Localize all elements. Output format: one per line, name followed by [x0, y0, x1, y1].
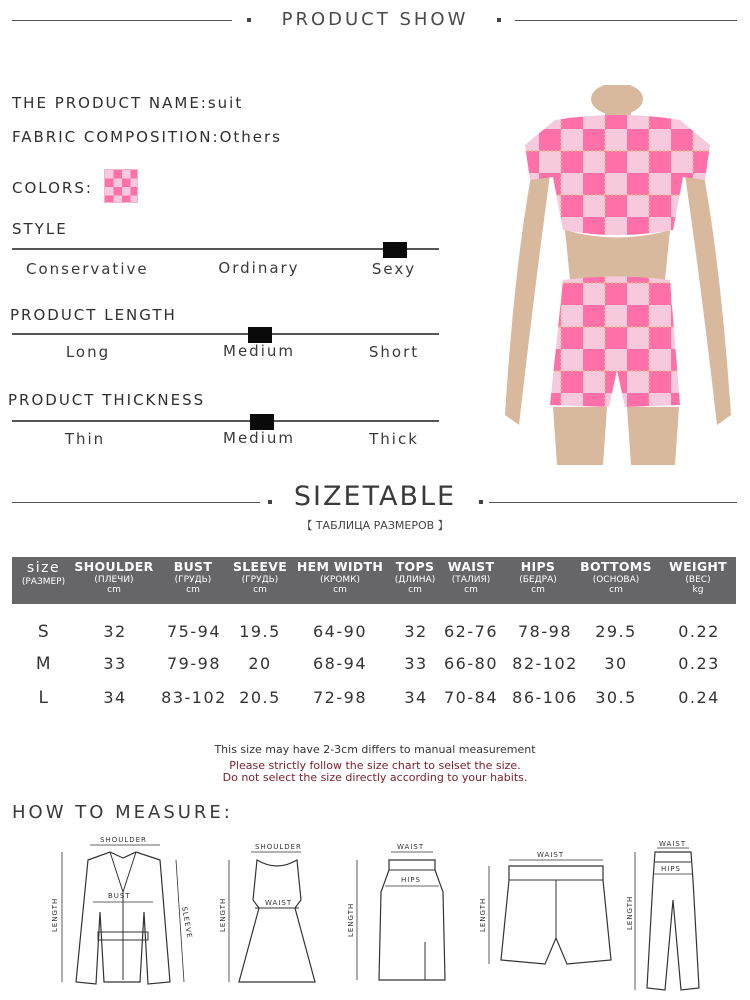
jacket-length-label: LENGTH	[51, 897, 59, 932]
dress-shoulder-label: SHOULDER	[255, 843, 302, 851]
table-cell: 83-102	[161, 688, 227, 707]
measurement-note: This size may have 2-3cm differs to manual measurement	[214, 743, 536, 756]
size-warning-1: Please strictly follow the size chart to selset the size.	[229, 759, 521, 772]
table-cell: 64-90	[313, 622, 367, 641]
color-swatch[interactable]	[104, 169, 138, 203]
table-cell: 34	[103, 688, 127, 707]
sizetable-subtitle: 【 ТАБЛИЦА РАЗМЕРОВ 】	[301, 519, 449, 532]
header-bottoms: BOTTOMS (ОСНОВА) cm	[580, 559, 652, 595]
length-scale-line	[12, 333, 439, 335]
thickness-option-thick: Thick	[369, 430, 419, 448]
table-cell: 68-94	[313, 654, 367, 673]
pants-measure-diagram	[625, 840, 715, 995]
style-label: STYLE	[12, 220, 68, 238]
size-table-header	[12, 557, 736, 604]
dress-length-label: LENGTH	[219, 897, 227, 932]
shorts-measure-diagram	[475, 842, 615, 982]
table-cell: 0.22	[678, 622, 720, 641]
table-cell: 32	[103, 622, 127, 641]
table-cell: 75-94	[167, 622, 221, 641]
table-cell: 66-80	[444, 654, 498, 673]
dress-measure-diagram	[215, 842, 325, 992]
shorts-waist-label: WAIST	[537, 851, 565, 859]
size-warning-2: Do not select the size directly according to your habits.	[222, 771, 528, 784]
pants-waist-label: WAIST	[659, 840, 687, 848]
fabric-composition: FABRIC COMPOSITION:Others	[12, 128, 282, 146]
header-hips: HIPS (БЕДРА) cm	[519, 559, 557, 595]
length-label: PRODUCT LENGTH	[10, 306, 177, 324]
table-cell: 0.23	[678, 654, 720, 673]
skirt-measure-diagram	[345, 842, 455, 992]
pants-hips-label: HIPS	[661, 865, 681, 873]
thickness-scale-line	[12, 420, 439, 422]
header-size: size (РАЗМЕР)	[21, 560, 66, 587]
style-option-sexy: Sexy	[371, 260, 417, 278]
dress-waist-label: WAIST	[265, 899, 293, 907]
header-sleeve: SLEEVE (ГРУДЬ) cm	[232, 559, 288, 595]
header-dot-right	[497, 18, 501, 22]
header-waist: WAIST (ТАЛИЯ) cm	[447, 559, 495, 595]
table-cell: 19.5	[239, 622, 281, 641]
length-marker	[248, 327, 272, 343]
table-cell: 34	[404, 688, 428, 707]
table-cell: 33	[103, 654, 127, 673]
thickness-option-medium: Medium	[223, 429, 295, 447]
length-option-long: Long	[65, 343, 111, 361]
table-cell-size: S	[37, 622, 51, 642]
header-bust: BUST (ГРУДЬ) cm	[173, 559, 213, 595]
header-rule-right	[515, 20, 737, 21]
length-option-medium: Medium	[223, 342, 295, 360]
style-scale-line	[12, 248, 439, 250]
table-cell: 79-98	[167, 654, 221, 673]
how-to-measure-title: HOW TO MEASURE:	[12, 802, 233, 823]
table-cell: 20.5	[239, 688, 281, 707]
jacket-shoulder-label: SHOULDER	[100, 836, 147, 844]
table-cell: 30	[604, 654, 628, 673]
thickness-option-thin: Thin	[64, 430, 106, 448]
style-marker	[383, 242, 407, 258]
table-cell: 33	[404, 654, 428, 673]
header-shoulder: SHOULDER (ПЛЕЧИ) cm	[74, 559, 154, 595]
table-cell: 20	[248, 654, 272, 673]
table-cell-size: M	[35, 654, 53, 674]
sizetable-title: SIZETABLE	[293, 481, 457, 512]
style-option-conservative: Conservative	[26, 260, 149, 278]
jacket-bust-label: BUST	[108, 892, 131, 900]
header-hem-width: HEM WIDTH (КРОМК) cm	[296, 559, 384, 595]
table-cell: 0.24	[678, 688, 720, 707]
table-cell: 30.5	[595, 688, 637, 707]
table-cell-size: L	[38, 688, 50, 708]
header-weight: WEIGHT (ВЕС) kg	[668, 559, 728, 595]
thickness-marker	[250, 414, 274, 430]
skirt-hips-label: HIPS	[401, 876, 421, 884]
header-tops: TOPS (ДЛИНА) cm	[394, 559, 436, 595]
table-cell: 82-102	[512, 654, 578, 673]
table-cell: 78-98	[518, 622, 572, 641]
jacket-measure-diagram	[48, 832, 198, 992]
page-title: PRODUCT SHOW	[281, 9, 469, 30]
table-cell: 29.5	[595, 622, 637, 641]
jacket-sleeve-label: SLEEVE	[180, 905, 194, 940]
style-option-ordinary: Ordinary	[218, 259, 300, 277]
sizetable-rule-right	[489, 502, 737, 503]
thickness-label: PRODUCT THICKNESS	[8, 391, 206, 409]
table-cell: 62-76	[444, 622, 498, 641]
table-cell: 86-106	[512, 688, 578, 707]
sizetable-dot-right	[479, 500, 483, 504]
product-name: THE PRODUCT NAME:suit	[12, 94, 244, 112]
skirt-length-label: LENGTH	[347, 902, 355, 937]
skirt-waist-label: WAIST	[397, 843, 425, 851]
length-option-short: Short	[368, 343, 420, 361]
table-cell: 72-98	[313, 688, 367, 707]
pants-length-label: LENGTH	[626, 895, 634, 930]
table-cell: 32	[404, 622, 428, 641]
shorts-length-label: LENGTH	[479, 897, 487, 932]
model-photo	[495, 85, 740, 465]
colors-label: COLORS:	[12, 179, 93, 197]
table-cell: 70-84	[444, 688, 498, 707]
